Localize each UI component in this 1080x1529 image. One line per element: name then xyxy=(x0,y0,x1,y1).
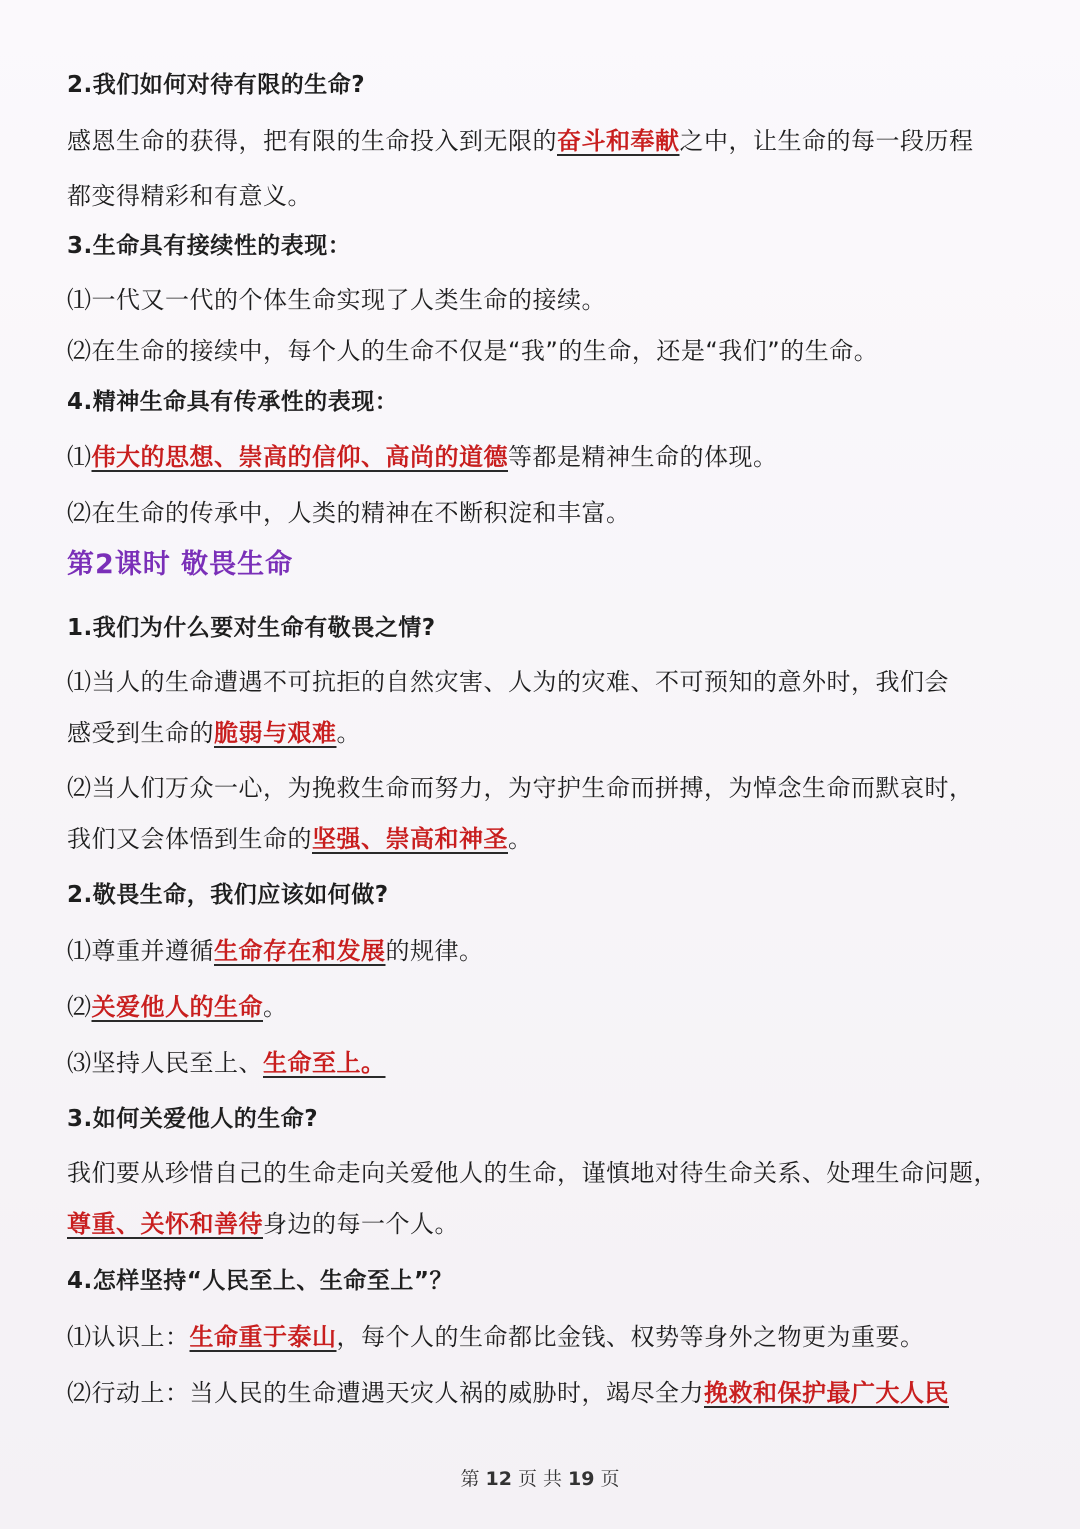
answer-2-line-1 xyxy=(67,126,1040,156)
key-phrase: 生命至上。 xyxy=(263,1049,386,1077)
answer-4-item-1 xyxy=(67,442,1040,472)
b-answer-2-item-2 xyxy=(67,992,1040,1022)
total-pages: 19 xyxy=(568,1468,595,1490)
text: ⑴尊重并遵循 xyxy=(67,937,214,965)
b-question-1-title: 1.我们为什么要对生命有敬畏之情? xyxy=(67,615,436,641)
b-answer-2-item-1 xyxy=(67,936,1040,966)
text: 感恩生命的获得，把有限的生命投入到无限的 xyxy=(67,127,557,155)
text: 我们又会体悟到生命的 xyxy=(67,825,312,853)
text: 感受到生命的 xyxy=(67,719,214,747)
text: 。 xyxy=(263,993,288,1021)
text: ⑴ xyxy=(67,443,92,471)
question-4-title: 4.精神生命具有传承性的表现： xyxy=(67,389,399,415)
b-answer-3-line-1: 我们要从珍惜自己的生命走向关爱他人的生命，谨慎地对待生命关系、处理生命问题， xyxy=(67,1159,998,1187)
answer-2-line-2: 都变得精彩和有意义。 xyxy=(67,182,312,210)
text: 等都是精神生命的体现。 xyxy=(508,443,778,471)
question-2-title: 2.我们如何对待有限的生命? xyxy=(67,72,366,98)
b-answer-2-item-3 xyxy=(67,1048,1040,1078)
key-phrase: 生命重于泰山 xyxy=(189,1323,337,1351)
key-phrase: 坚强、崇高和神圣 xyxy=(312,825,508,853)
b-answer-3-line-2 xyxy=(67,1209,1040,1239)
b-answer-4-item-2 xyxy=(67,1378,1040,1408)
text: ⑵行动上：当人民的生命遭遇天灾人祸的威胁时，竭尽全力 xyxy=(67,1379,704,1407)
b-question-3-title: 3.如何关爱他人的生命? xyxy=(67,1106,319,1132)
answer-3-item-2: ⑵在生命的接续中，每个人的生命不仅是“我”的生命，还是“我们”的生命。 xyxy=(67,337,879,365)
b-answer-1-line-4 xyxy=(67,824,1040,854)
key-phrase: 伟大的思想、崇高的信仰、高尚的道德 xyxy=(91,443,508,471)
b-answer-4-item-1 xyxy=(67,1322,1040,1352)
b-question-4-title: 4.怎样坚持“人民至上、生命至上”？ xyxy=(67,1268,453,1294)
key-phrase: 尊重、关怀和善待 xyxy=(67,1210,263,1238)
page-footer xyxy=(0,1464,1080,1491)
b-answer-1-line-2 xyxy=(67,718,1040,748)
key-phrase: 奋斗和奉献 xyxy=(557,127,680,155)
text: ，每个人的生命都比金钱、权势等身外之物更为重要。 xyxy=(336,1323,925,1351)
b-answer-1-line-3: ⑵当人们万众一心，为挽救生命而努力，为守护生命而拼搏，为悼念生命而默哀时， xyxy=(67,774,974,802)
text: 。 xyxy=(508,825,533,853)
footer-prefix: 第 xyxy=(460,1468,480,1490)
footer-suffix: 页 xyxy=(600,1468,620,1490)
lesson-title: 第2课时 敬畏生命 xyxy=(67,549,294,580)
key-phrase: 关爱他人的生命 xyxy=(91,993,263,1021)
page-number: 12 xyxy=(485,1468,512,1490)
text: 身边的每一个人。 xyxy=(263,1210,459,1238)
key-phrase: 脆弱与艰难 xyxy=(214,719,337,747)
key-phrase: 生命存在和发展 xyxy=(214,937,386,965)
footer-mid: 页 共 xyxy=(517,1468,563,1490)
text: ⑶坚持人民至上、 xyxy=(67,1049,263,1077)
question-3-title: 3.生命具有接续性的表现： xyxy=(67,233,352,259)
text: ⑴认识上： xyxy=(67,1323,190,1351)
b-answer-1-line-1: ⑴当人的生命遭遇不可抗拒的自然灾害、人为的灾难、不可预知的意外时，我们会 xyxy=(67,668,949,696)
text: 的规律。 xyxy=(385,937,484,965)
b-question-2-title: 2.敬畏生命，我们应该如何做? xyxy=(67,882,389,908)
key-phrase: 挽救和保护最广大人民 xyxy=(704,1379,949,1407)
answer-3-item-1: ⑴一代又一代的个体生命实现了人类生命的接续。 xyxy=(67,286,606,314)
text: ⑵ xyxy=(67,993,92,1021)
answer-4-item-2: ⑵在生命的传承中，人类的精神在不断积淀和丰富。 xyxy=(67,499,631,527)
text: 之中，让生命的每一段历程 xyxy=(679,127,974,155)
text: 。 xyxy=(336,719,361,747)
